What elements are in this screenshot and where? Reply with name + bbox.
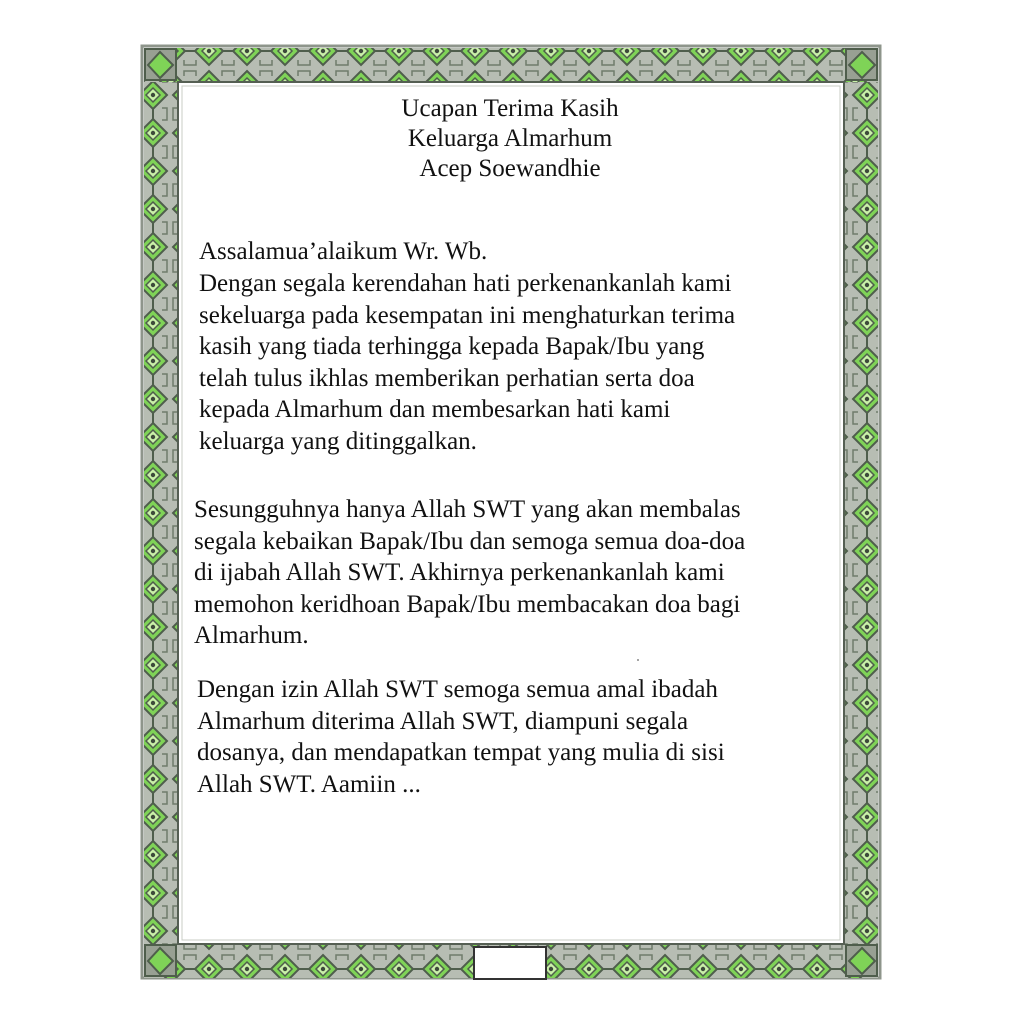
paragraph-1 — [199, 268, 735, 457]
paragraph-3-line: dosanya, dan mendapatkan tempat yang mulia di sisi — [197, 739, 725, 766]
paragraph-2-line: Almarhum. — [194, 622, 309, 649]
paragraph-2-line: segala kebaikan Bapak/Ibu dan semoga semua doa-doa — [194, 527, 746, 555]
paragraph-1-line: Dengan segala kerendahan hati perkenankanlah kami — [199, 270, 732, 297]
greeting-line: Assalamua’alaikum Wr. Wb. — [199, 238, 488, 265]
document-title — [178, 94, 842, 184]
bottom-label-box — [473, 946, 547, 980]
paragraph-1-line: kepada Almarhum dan membesarkan hati kami — [199, 396, 671, 423]
paragraph-2 — [194, 494, 745, 652]
title-line-1: Ucapan Terima Kasih — [401, 95, 619, 122]
paragraph-3 — [197, 674, 725, 800]
paragraph-3-line: Allah SWT. Aamiin ... — [197, 770, 421, 798]
paragraph-2-line: Sesungguhnya hanya Allah SWT yang akan membalas — [194, 496, 741, 523]
paragraph-3-line: Almarhum diterima Allah SWT, diampuni segala — [197, 707, 689, 735]
paragraph-3-line: Dengan izin Allah SWT semoga semua amal ibadah — [197, 676, 718, 703]
greeting — [199, 236, 487, 268]
title-line-2: Keluarga Almarhum — [407, 125, 613, 152]
paragraph-1-line: telah tulus ikhlas memberikan perhatian serta doa — [199, 364, 695, 392]
paragraph-2-line: memohon keridhoan Bapak/Ibu membacakan doa bagi — [194, 590, 741, 618]
document-body — [178, 84, 842, 944]
paragraph-1-line: kasih yang tiada terhingga kepada Bapak/Ibu yang — [199, 333, 705, 360]
paragraph-1-line: keluarga yang ditinggalkan. — [199, 427, 477, 455]
paragraph-1-line: sekeluarga pada kesempatan ini menghaturkan terima — [199, 301, 736, 329]
stray-dot — [637, 659, 639, 661]
paragraph-2-line: di ijabah Allah SWT. Akhirnya perkenankanlah kami — [194, 559, 725, 586]
title-line-3: Acep Soewandhie — [419, 155, 601, 182]
